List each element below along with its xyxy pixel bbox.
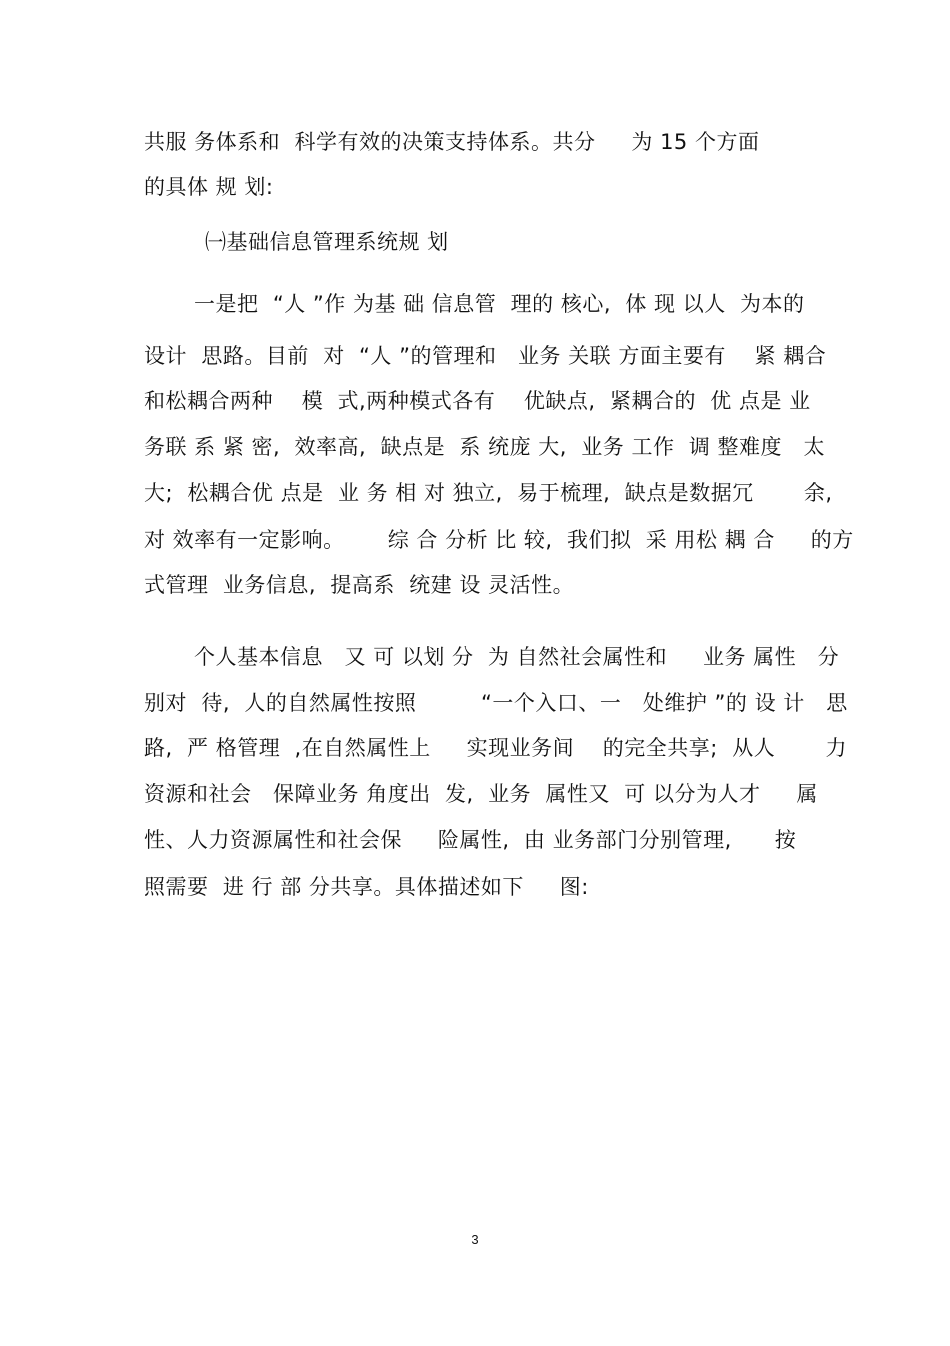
text-line: 对 效率有一定影响。 综 合 分析 比 较, 我们拟 采 用松 耦 合 的方 <box>144 528 854 552</box>
page-number: 3 <box>471 1232 479 1247</box>
text-line: 性、人力资源属性和社会保 险属性, 由 业务部门分别管理, 按 <box>144 828 797 852</box>
text-line: 照需要 进 行 部 分共享。具体描述如下 图: <box>144 875 589 899</box>
text-line: 大; 松耦合优 点是 业 务 相 对 独立, 易于梳理, 缺点是数据冗 余, <box>144 481 833 505</box>
text-line: 路, 严 格管理 ,在自然属性上 实现业务间 的完全共享; 从人 力 <box>144 736 847 760</box>
text-line: 资源和社会 保障业务 角度出 发, 业务 属性又 可 以分为人才 属 <box>144 782 818 806</box>
text-line: 式管理 业务信息, 提高系 统建 设 灵活性。 <box>144 573 575 597</box>
text-line: 别对 待, 人的自然属性按照 “一个入口、一 处维护 ”的 设 计 思 <box>144 691 848 715</box>
text-line: 设计 思路。目前 对 “人 ”的管理和 业务 关联 方面主要有 紧 耦合 <box>144 344 827 368</box>
section-heading: ㈠基础信息管理系统规 划 <box>205 230 449 254</box>
text-line: 一是把 “人 ”作 为基 础 信息管 理的 核心, 体 现 以人 为本的 <box>194 292 805 316</box>
text-line: 个人基本信息 又 可 以划 分 为 自然社会属性和 业务 属性 分 <box>194 645 840 669</box>
text-line: 共服 务体系和 科学有效的决策支持体系。共分 为 15 个方面 <box>144 130 760 154</box>
text-line: 务联 系 紧 密, 效率高, 缺点是 系 统庞 大, 业务 工作 调 整难度 太 <box>144 435 826 459</box>
text-line: 的具体 规 划: <box>144 175 274 199</box>
text-line: 和松耦合两种 模 式,两种模式各有 优缺点, 紧耦合的 优 点是 业 <box>144 389 811 413</box>
